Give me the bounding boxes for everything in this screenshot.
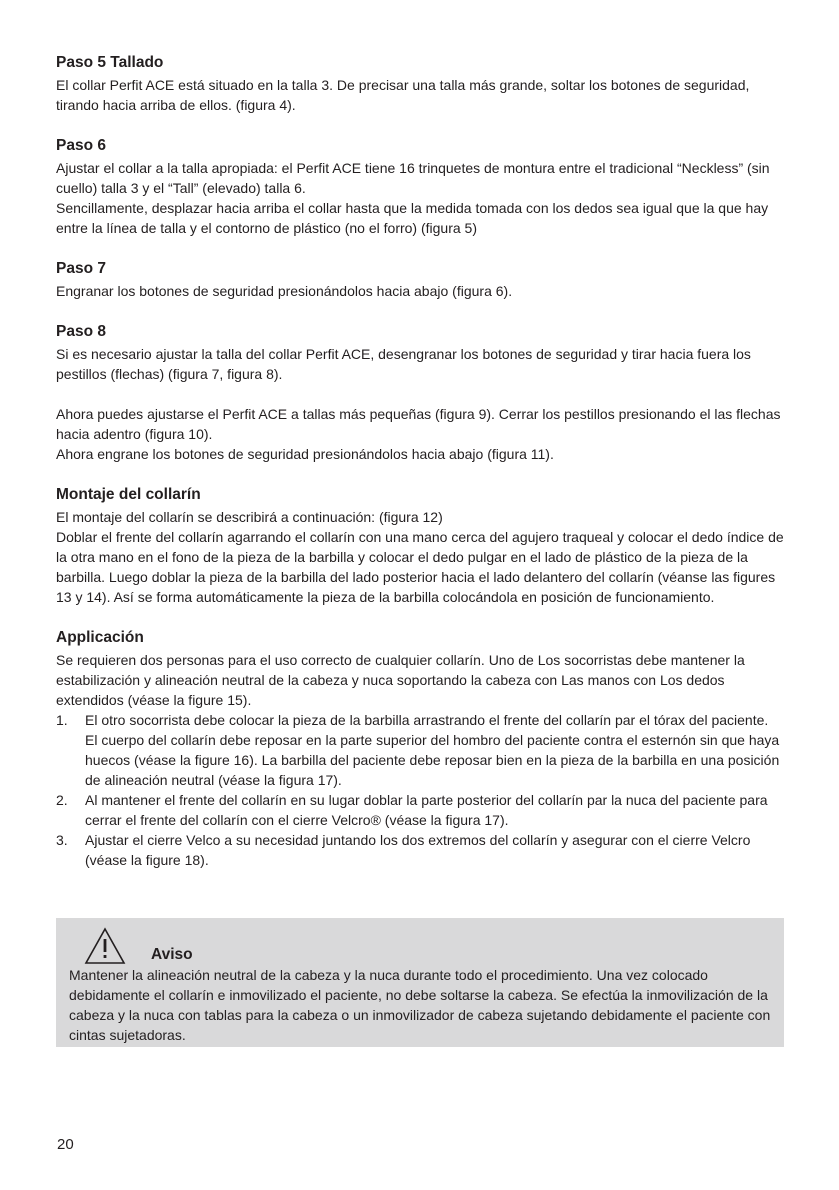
list-item — [56, 830, 784, 870]
list-item-text: Ajustar el cierre Velco a su necesidad juntando los dos extremos del collarín y asegurar con el cierre Velcro (véase la figure 18). — [85, 832, 751, 868]
paragraph: Engranar los botones de seguridad presionándolos hacia abajo (figura 6). — [56, 283, 513, 299]
section-heading: Applicación — [56, 629, 144, 646]
document-page — [56, 52, 784, 890]
warning-text: Mantener la alineación neutral de la cabeza y la nuca durante todo el procedimiento. Una vez colocado debidamente el collarín e inmovilizado el paciente, no debe soltarse la cabeza. Se efectúa la inmovilización de la cabeza y la nuca con tablas para la cabeza o un inmovilizador de cabeza sujetando debidamente el paciente con cintas sujetadoras. — [69, 967, 771, 1043]
paragraph: Se requieren dos personas para el uso correcto de cualquier collarín. Uno de Los socorristas debe mantener la estabilización y alineación neutral de la cabeza y nuca soportando la cabeza con Las manos con Los dedos extendidos (véase la figure 15). — [56, 652, 745, 708]
section-heading: Paso 5 Tallado — [56, 54, 164, 71]
list-item-text: Al mantener el frente del collarín en su lugar doblar la parte posterior del collarín par la nuca del paciente para cerrar el frente del collarín con el cierre Velcro® (véase la figura 17). — [85, 792, 768, 828]
numbered-list — [56, 710, 784, 870]
list-number: 3. — [56, 832, 68, 848]
paragraph: El collar Perfit ACE está situado en la talla 3. De precisar una talla más grande, soltar los botones de seguridad, tirando hacia arriba de ellos. (figura 4). — [56, 77, 750, 113]
warning-header — [69, 925, 771, 965]
section-paso-8 — [56, 321, 784, 384]
paragraph: Ajustar el collar a la talla apropiada: el Perfit ACE tiene 16 trinquetes de montura entre el tradicional “Neckless” (sin cuello) talla 3 y el “Tall” (elevado) talla 6. — [56, 160, 770, 196]
warning-box — [56, 918, 784, 1047]
paragraph: Ahora engrane los botones de seguridad presionándolos hacia abajo (figura 11). — [56, 446, 554, 462]
paragraph: Ahora puedes ajustarse el Perfit ACE a tallas más pequeñas (figura 9). Cerrar los pestillos presionando el las flechas hacia adentro (figura 10). — [56, 406, 781, 442]
page-number: 20 — [57, 1136, 74, 1153]
paragraph: El montaje del collarín se describirá a continuación: (figura 12) — [56, 509, 443, 525]
section-heading: Montaje del collarín — [56, 486, 201, 503]
section-paso-7 — [56, 258, 784, 301]
section-smaller-sizes — [56, 404, 784, 464]
list-number: 1. — [56, 712, 68, 728]
list-item — [56, 790, 784, 830]
warning-title: Aviso — [151, 946, 193, 963]
section-heading: Paso 7 — [56, 260, 106, 277]
section-paso-5 — [56, 52, 784, 115]
section-paso-6 — [56, 135, 784, 238]
list-item — [56, 710, 784, 790]
section-application — [56, 627, 784, 870]
section-heading: Paso 8 — [56, 323, 106, 340]
paragraph: Sencillamente, desplazar hacia arriba el collar hasta que la medida tomada con los dedos sea igual que la que hay entre la línea de talla y el contorno de plástico (no el forro) (figura 5) — [56, 200, 769, 236]
section-heading: Paso 6 — [56, 137, 106, 154]
warning-triangle-icon — [84, 927, 126, 965]
paragraph: Doblar el frente del collarín agarrando el collarín con una mano cerca del agujero traqueal y colocar el dedo índice de la otra mano en el fono de la pieza de la barbilla y colocar el dedo pulgar en el lado de plástico de la pieza de la barbilla. Luego doblar la pieza de la barbilla del lado posterior hacia el lado delantero del collarín (véanse las figures 13 y 14). Así se forma automáticamente la pieza de la barbilla colocándola en posición de funcionamiento. — [56, 529, 784, 605]
section-montaje — [56, 484, 784, 607]
list-number: 2. — [56, 792, 68, 808]
list-item-text: El otro socorrista debe colocar la pieza de la barbilla arrastrando el frente del collarín par el tórax del paciente. El cuerpo del collarín debe reposar en la parte superior del hombro del paciente contra el esternón sin que haya huecos (véase la figure 16). La barbilla del paciente debe reposar bien en la pieza de la barbilla en una posición de alineación neutral (véase la figura 17). — [85, 712, 780, 788]
paragraph: Si es necesario ajustar la talla del collar Perfit ACE, desengranar los botones de seguridad y tirar hacia fuera los pestillos (flechas) (figura 7, figura 8). — [56, 346, 751, 382]
